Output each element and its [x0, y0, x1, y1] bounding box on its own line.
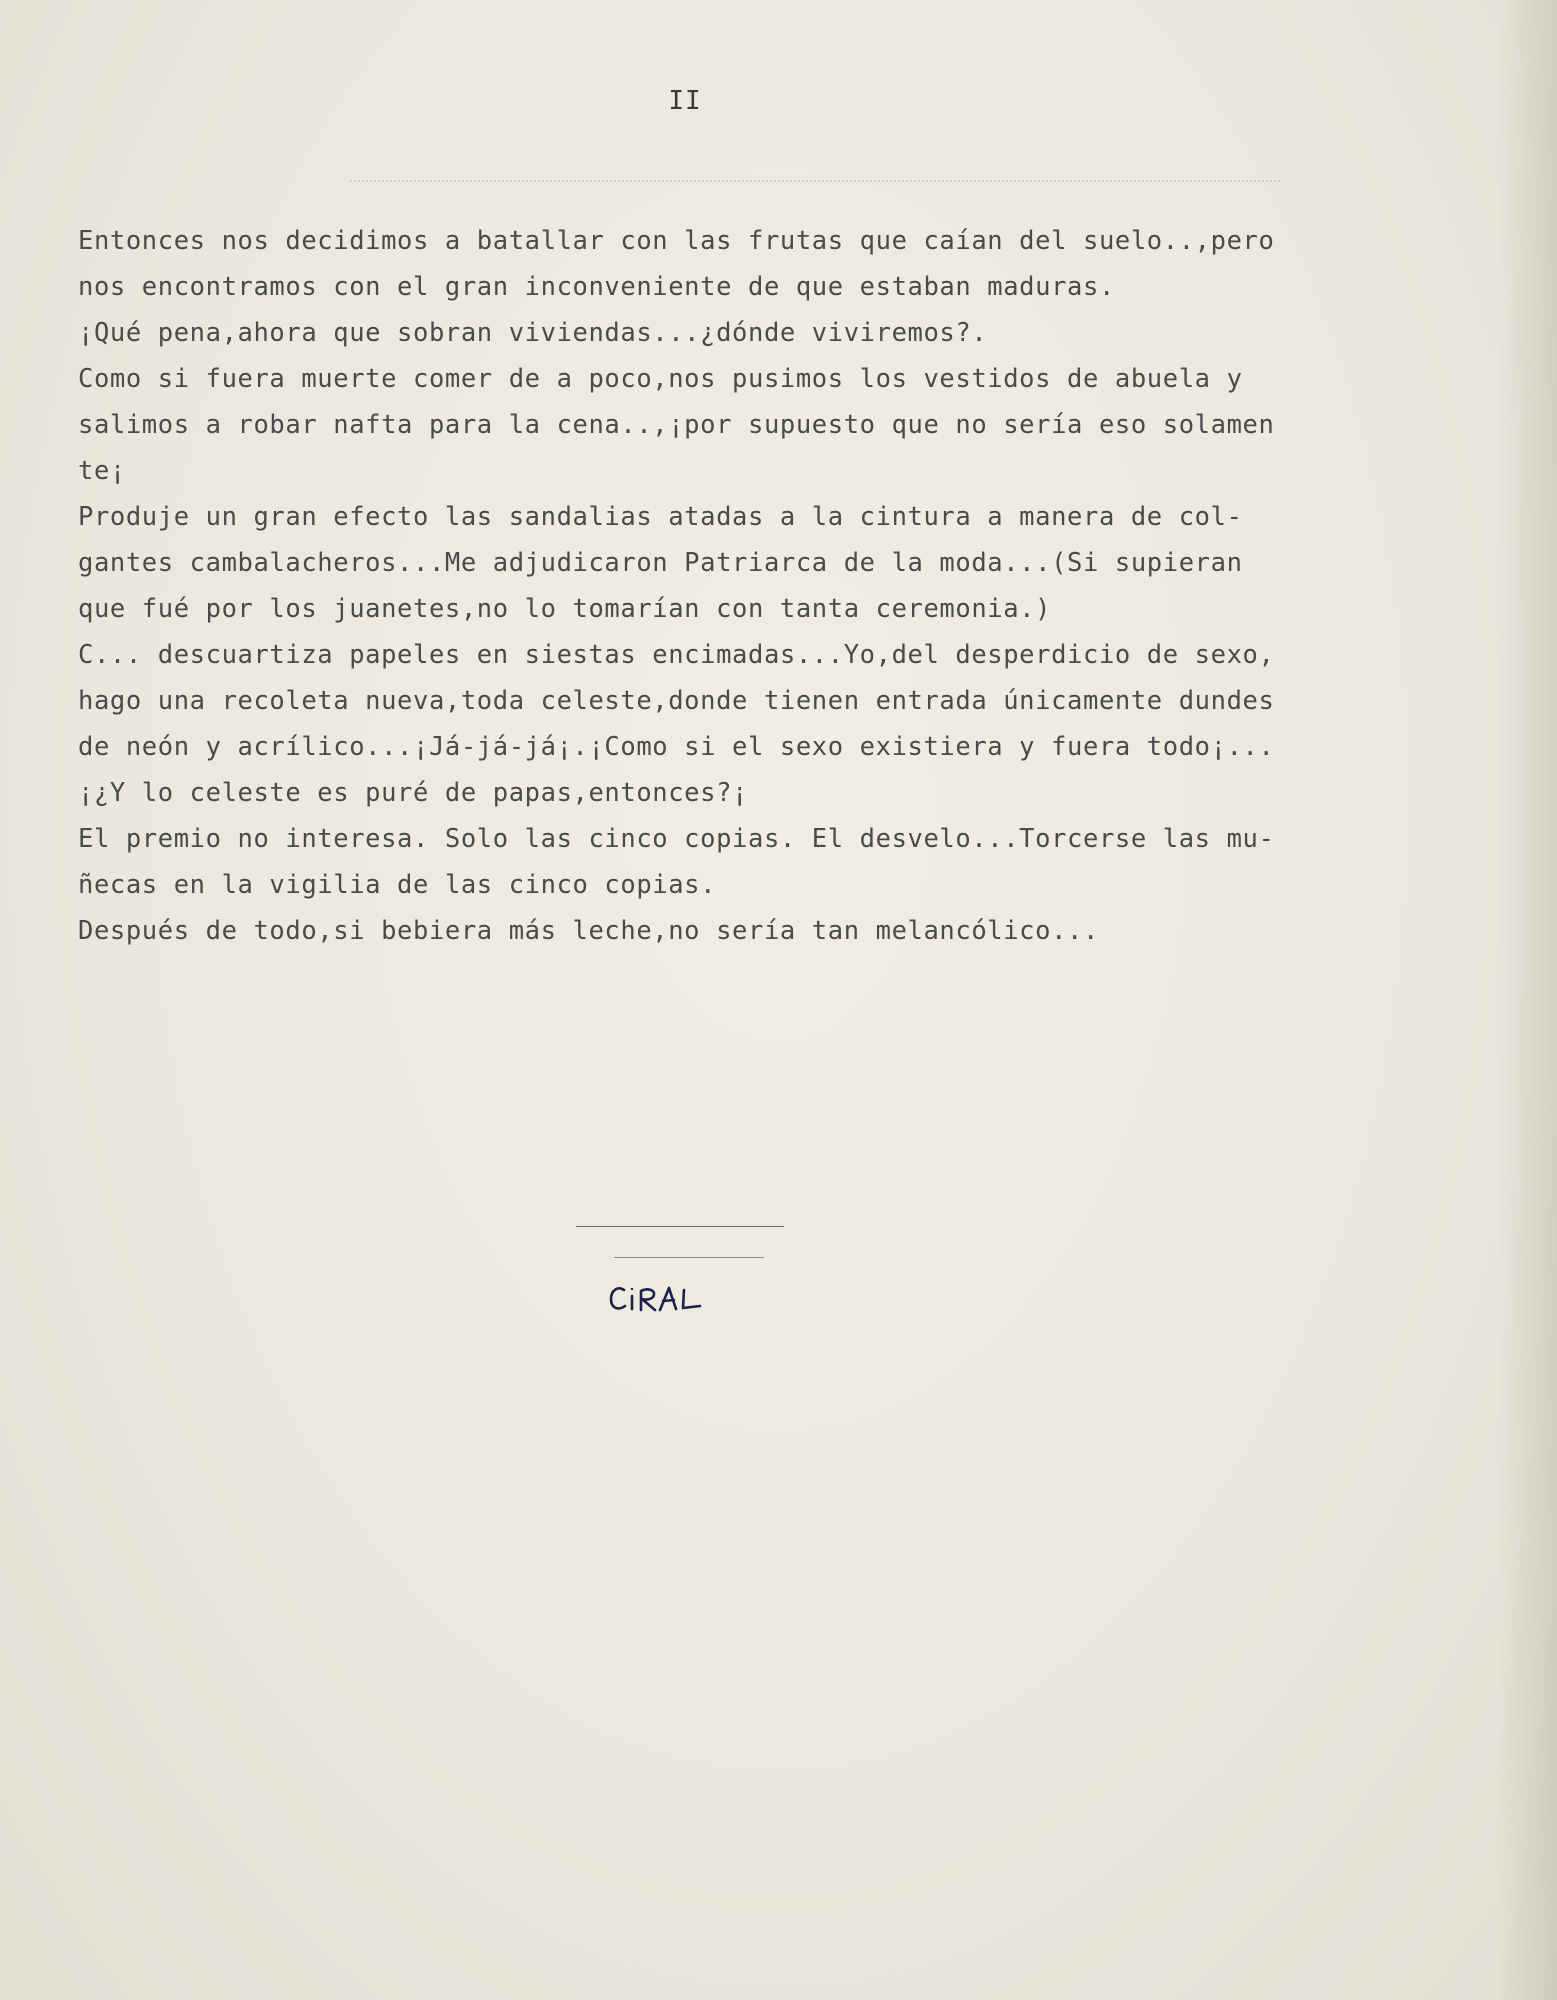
text-line: nos encontramos con el gran inconveniente de que estaban maduras.	[78, 272, 1115, 302]
text-line: Como si fuera muerte comer de a poco,nos pusimos los vestidos de abuela y	[78, 364, 1243, 394]
text-line: te¡	[78, 456, 126, 486]
faint-header-rule	[350, 180, 1280, 182]
handwritten-signature	[608, 1268, 728, 1322]
signature-text	[0, 0, 1, 1]
text-line: ñecas en la vigilia de las cinco copias.	[78, 870, 717, 900]
signature-line	[576, 1226, 784, 1227]
body-text	[78, 218, 1518, 954]
text-line: de neón y acrílico...¡Já-já-já¡.¡Como si el sexo existiera y fuera todo¡...	[78, 732, 1275, 762]
text-line: ¡Qué pena,ahora que sobran viviendas...¿dónde viviremos?.	[78, 318, 988, 348]
text-line: Entonces nos decidimos a batallar con las frutas que caían del suelo..,pero	[78, 226, 1275, 256]
page-number: II	[668, 86, 702, 116]
text-line: ¡¿Y lo celeste es puré de papas,entonces?¡	[78, 778, 748, 808]
text-line: gantes cambalacheros...Me adjudicaron Patriarca de la moda...(Si supieran	[78, 548, 1243, 578]
signature-underline	[614, 1257, 764, 1258]
text-line: C... descuartiza papeles en siestas encimadas...Yo,del desperdicio de sexo,	[78, 640, 1275, 670]
text-line: Después de todo,si bebiera más leche,no sería tan melancólico...	[78, 916, 1099, 946]
text-line: El premio no interesa. Solo las cinco copias. El desvelo...Torcerse las mu-	[78, 824, 1275, 854]
text-line: que fué por los juanetes,no lo tomarían con tanta ceremonia.)	[78, 594, 1052, 624]
text-line: Produje un gran efecto las sandalias atadas a la cintura a manera de col-	[78, 502, 1243, 532]
text-line: hago una recoleta nueva,toda celeste,donde tienen entrada únicamente dundes	[78, 686, 1275, 716]
text-line: salimos a robar nafta para la cena..,¡por supuesto que no sería eso solamen	[78, 410, 1275, 440]
